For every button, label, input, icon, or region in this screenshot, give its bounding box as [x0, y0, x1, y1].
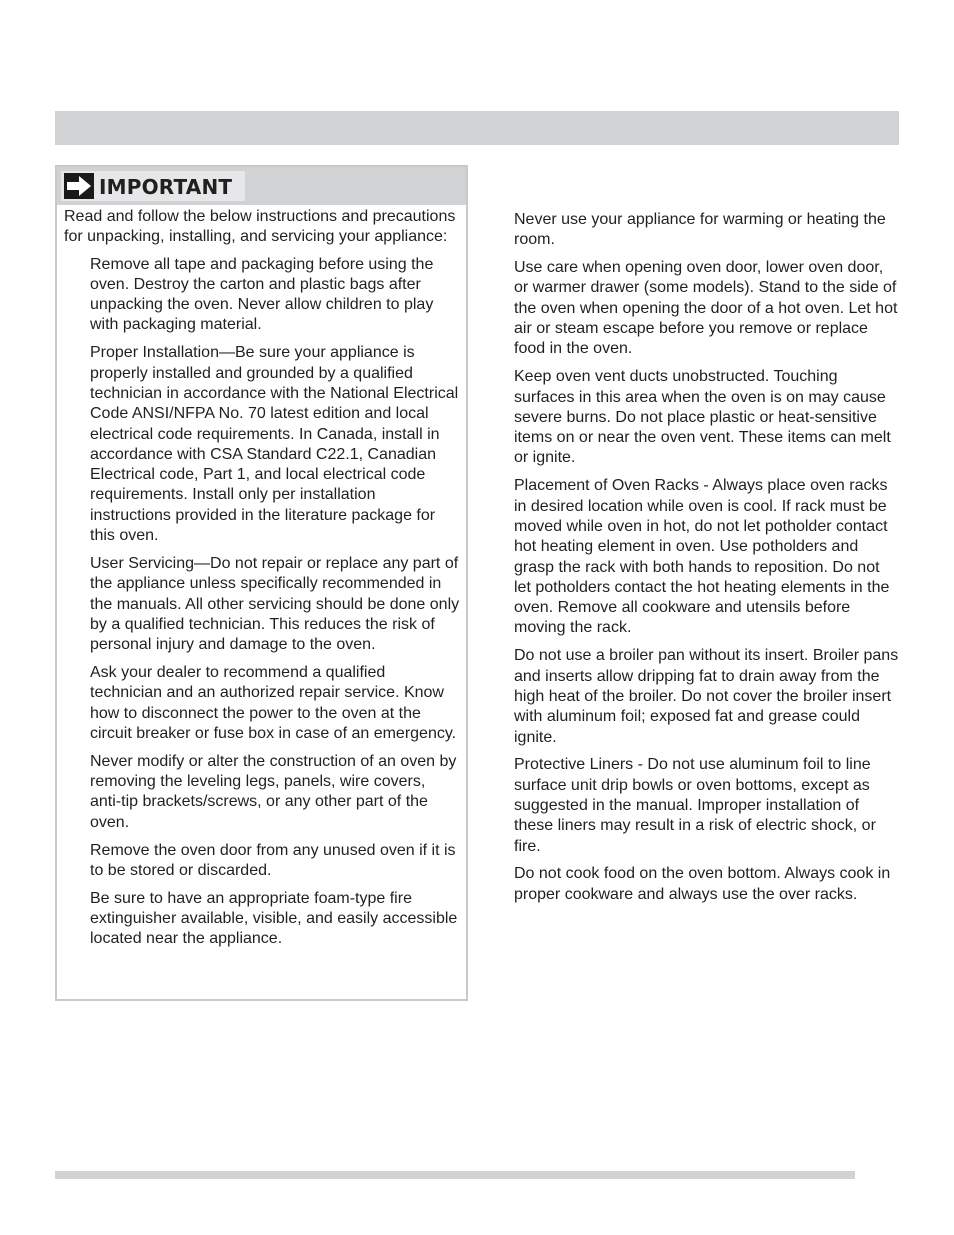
important-box: [55, 165, 468, 1001]
important-tab: [57, 167, 245, 205]
list-item: Remove the oven door from any unused oven if it is to be stored or discarded.: [90, 841, 456, 879]
arrow-right-icon: [64, 173, 94, 199]
important-intro: Read and follow the below instructions and precautions for unpacking, installing, and servicing your appliance:: [64, 208, 456, 246]
list-item: User Servicing—Do not repair or replace any part of the appliance unless specifically recommended in the manuals. All other servicing should be done only by a qualified technician. This reduces the risk of personal injury and damage to the oven.: [90, 554, 460, 654]
safety-paragraph: Do not cook food on the oven bottom. Always cook in proper cookware and always use the over racks.: [514, 865, 891, 903]
safety-paragraph: Placement of Oven Racks - Always place oven racks in desired location while oven is cool. If rack must be moved while oven in hot, do not let potholder contact hot heating element in oven. Use potholders and grasp the rack with both hands to reposition. Do not let potholders contact the hot heating elements in the oven. Remove all cookware and utensils before moving the rack.: [514, 477, 890, 637]
safety-paragraph: Do not use a broiler pan without its insert. Broiler pans and inserts allow dripping fat to drain away from the high heat of the broiler. Do not cover the broiler insert with aluminum foil; exposed fat and grease could ignite.: [514, 647, 899, 746]
list-item: Be sure to have an appropriate foam-type fire extinguisher available, visible, and easily accessible located near the appliance.: [90, 889, 458, 948]
list-item: Remove all tape and packaging before using the oven. Destroy the carton and plastic bags after unpacking the oven. Never allow children to play with packaging material.: [90, 255, 434, 334]
header-bar: [55, 111, 899, 145]
list-item: Ask your dealer to recommend a qualified technician and an authorized repair service. Know how to disconnect the power to the oven at the circuit breaker or fuse box in case of an emergency.: [90, 664, 457, 742]
important-label: IMPORTANT: [99, 175, 233, 199]
safety-paragraph: Protective Liners - Do not use aluminum foil to line surface unit drip bowls or oven bottoms, except as suggested in the manual. Improper installation of these liners may result in a risk of electric shock, or fire.: [514, 756, 876, 855]
safety-paragraph: Keep oven vent ducts unobstructed. Touching surfaces in this area when the oven is on may cause severe burns. Do not place plastic or heat-sensitive items on or near the oven vent. These items can melt or ignite.: [514, 368, 891, 467]
footer-bar: [55, 1171, 855, 1179]
list-item: Proper Installation—Be sure your appliance is properly installed and grounded by a qualified technician in accordance with the National Electrical Code ANSI/NFPA No. 70 latest edition and local electrical code requirements. In Canada, install in accordance with CSA Standard C22.1, Canadian Electrical code, Part 1, and local electrical code requirements. Install only per installation instructions provided in the literature package for this oven.: [90, 344, 459, 545]
list-item: Never modify or alter the construction of an oven by removing the leveling legs, panels, wire covers, anti-tip brackets/screws, or any other part of the oven.: [90, 752, 457, 831]
safety-paragraph: Never use your appliance for warming or heating the room.: [514, 211, 886, 249]
safety-paragraph: Use care when opening oven door, lower oven door, or warmer drawer (some models). Stand to the side of the oven when opening the door of a hot oven. Let hot air or steam escape before you remove or replace food in the oven.: [514, 259, 898, 358]
important-list: [64, 255, 460, 950]
right-column: [514, 210, 899, 913]
important-header: [57, 167, 466, 205]
important-body: [64, 207, 460, 957]
